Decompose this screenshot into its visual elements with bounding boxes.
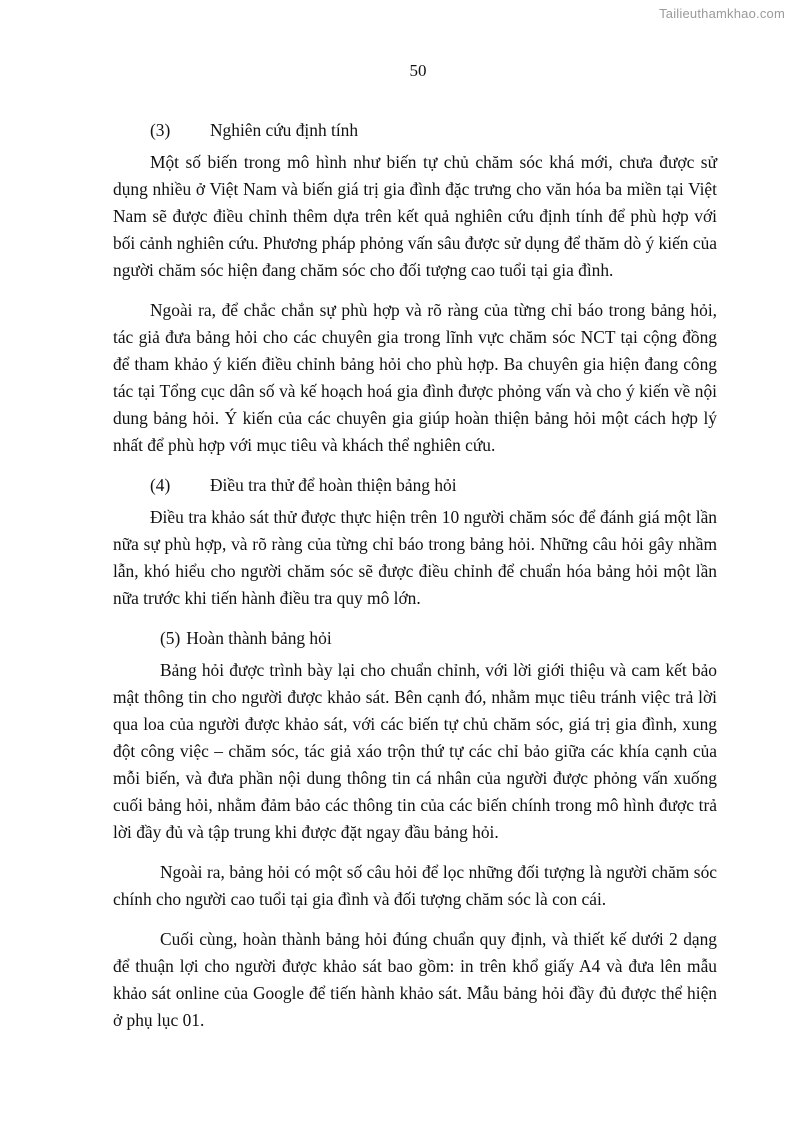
section-number: (5) — [160, 628, 181, 648]
paragraph: Bảng hỏi được trình bày lại cho chuẩn chỉnh, với lời giới thiệu và cam kết bảo mật thông tin cho người được khảo sát. Bên cạnh đó, nhằm mục tiêu tránh việc trả lời qua loa của người được khảo sát, với các biến tự chủ chăm sóc, giá trị gia đình, xung đột công việc – chăm sóc, tác giả xáo trộn thứ tự các chỉ bảo giữa các khía cạnh của mỗi biến, và đưa phần nội dung thông tin cá nhân của người được phỏng vấn xuống cuối bảng hỏi, nhằm đảm bảo các thông tin của các biến chính trong mô hình được trả lời đầy đủ và tập trung khi được đặt ngay đầu bảng hỏi. — [113, 660, 717, 842]
section-heading-4 — [113, 472, 717, 499]
paragraph: Ngoài ra, để chắc chắn sự phù hợp và rõ ràng của từng chỉ báo trong bảng hỏi, tác giả đưa bảng hỏi cho các chuyên gia trong lĩnh vực chăm sóc NCT tại cộng đồng để tham khảo ý kiến điều chỉnh bảng hỏi cho phù hợp. Ba chuyên gia hiện đang công tác tại Tổng cục dân số và kế hoạch hoá gia đình được phỏng vấn và cho ý kiến về nội dung bảng hỏi. Ý kiến của các chuyên gia giúp hoàn thiện bảng hỏi một cách hợp lý nhất để phù hợp với mục tiêu và khách thể nghiên cứu. — [113, 300, 717, 455]
section-number: (3) — [150, 120, 171, 140]
paragraph: Điều tra khảo sát thử được thực hiện trên 10 người chăm sóc để đánh giá một lần nữa sự phù hợp, và rõ ràng của từng chỉ báo trong bảng hỏi. Những câu hỏi gây nhầm lẫn, khó hiểu cho người chăm sóc sẽ được điều chỉnh để chuẩn hóa bảng hỏi một lần nữa trước khi tiến hành điều tra quy mô lớn. — [113, 507, 717, 608]
watermark: Tailieuthamkhao.com — [659, 6, 785, 21]
page-number: 50 — [409, 61, 427, 80]
paragraph: Một số biến trong mô hình như biến tự chủ chăm sóc khá mới, chưa được sử dụng nhiều ở Việt Nam và biến giá trị gia đình đặc trưng cho văn hóa ba miền tại Việt Nam sẽ được điều chỉnh thêm dựa trên kết quả nghiên cứu định tính để phù hợp với bối cảnh nghiên cứu. Phương pháp phỏng vấn sâu được sử dụng để thăm dò ý kiến của người chăm sóc hiện đang chăm sóc cho đối tượng cao tuổi tại gia đình. — [113, 152, 717, 280]
section-title: Điều tra thử để hoàn thiện bảng hỏi — [210, 475, 457, 495]
section-heading-5 — [113, 625, 717, 652]
paragraph: Cuối cùng, hoàn thành bảng hỏi đúng chuẩn quy định, và thiết kế dưới 2 dạng để thuận lợi cho người được khảo sát bao gồm: in trên khổ giấy A4 và đưa lên mẫu khảo sát online của Google để tiến hành khảo sát. Mẫu bảng hỏi đầy đủ được thể hiện ở phụ lục 01. — [113, 929, 717, 1030]
section-number: (4) — [150, 475, 171, 495]
section-heading-3 — [113, 117, 717, 144]
document-body — [113, 117, 717, 1034]
paragraph: Ngoài ra, bảng hỏi có một số câu hỏi để lọc những đối tượng là người chăm sóc chính cho người cao tuổi tại gia đình và đối tượng chăm sóc là con cái. — [113, 862, 717, 909]
section-title: Hoàn thành bảng hỏi — [186, 628, 332, 648]
section-title: Nghiên cứu định tính — [210, 120, 359, 140]
